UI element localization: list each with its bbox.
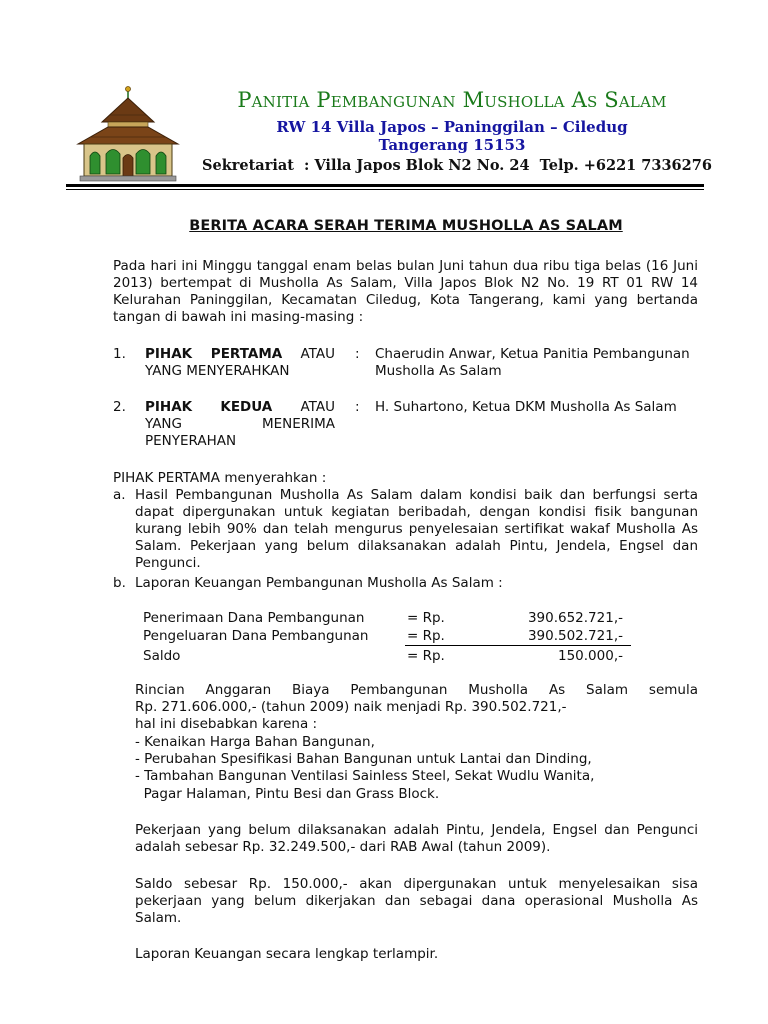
finance-eq: = Rp. <box>407 628 445 644</box>
item-b-marker: b. <box>113 575 126 591</box>
finance-value: 150.000,- <box>558 648 623 664</box>
finance-label: Pengeluaran Dana Pembangunan <box>143 628 369 644</box>
secretariat-contact: Sekretariat : Villa Japos Blok N2 No. 24 Telp. +6221 7336276 <box>202 157 712 174</box>
organization-address <box>202 118 702 154</box>
party-2-role-line2b: MENERIMA <box>261 416 335 432</box>
closing-note: Laporan Keuangan secara lengkap terlampir. <box>135 946 439 962</box>
document-title: BERITA ACARA SERAH TERIMA MUSHOLLA AS SALAM <box>189 218 623 234</box>
finance-label: Penerimaan Dana Pembangunan <box>143 610 365 626</box>
header-divider-thin <box>66 189 704 190</box>
party-1-colon: : <box>355 346 360 362</box>
finance-value: 390.502.721,- <box>527 628 623 644</box>
address-line-2: Tangerang 15153 <box>378 136 526 154</box>
party-1-name <box>375 346 705 380</box>
finance-sum-line <box>405 645 631 646</box>
finance-label: Saldo <box>143 648 181 664</box>
reason-item: - Kenaikan Harga Bahan Bangunan, <box>135 734 375 750</box>
party-1-name-line1: Chaerudin Anwar, Ketua Panitia Pembangunan <box>375 346 690 362</box>
finance-row-balance <box>143 648 633 666</box>
finance-value: 390.652.721,- <box>527 610 623 626</box>
party-2-role-bold: PIHAK <box>145 399 193 415</box>
budget-note-line3: hal ini disebabkan karena : <box>135 716 318 732</box>
party-1-name-line2: Musholla As Salam <box>375 363 502 379</box>
party-2-colon: : <box>355 399 360 415</box>
item-a-marker: a. <box>113 487 126 503</box>
pending-work-line1: Pekerjaan yang belum dilaksanakan adalah Pintu, Jendela, Engsel dan Pengunci <box>135 822 698 838</box>
header-divider-thick <box>66 184 704 187</box>
reason-item: Pagar Halaman, Pintu Besi dan Grass Block. <box>135 786 440 802</box>
finance-eq: = Rp. <box>407 648 445 664</box>
party-2-number: 2. <box>113 399 126 415</box>
balance-note: Saldo sebesar Rp. 150.000,- akan dipergunakan untuk menyelesaikan sisa pekerjaan yang belum dikerjakan dan sebagai dana operasional Musholla As Salam. <box>135 876 698 926</box>
party-2-role-rest: ATAU <box>300 399 335 415</box>
party-1-role-bold: PIHAK PERTAMA <box>145 346 283 362</box>
mosque-logo <box>66 84 186 184</box>
party-1-number: 1. <box>113 346 126 362</box>
party-2-role-line2a: YANG <box>145 416 182 432</box>
budget-note-line1: Rincian Anggaran Biaya Pembangunan Musholla As Salam semula <box>135 682 698 698</box>
party-1-role <box>145 346 335 380</box>
item-b-text: Laporan Keuangan Pembangunan Musholla As Salam : <box>135 575 503 591</box>
reason-item: - Perubahan Spesifikasi Bahan Bangunan untuk Lantai dan Dinding, <box>135 751 592 767</box>
party-2-role-bold-2: KEDUA <box>220 399 273 415</box>
pending-work-line2: adalah sebesar Rp. 32.249.500,- dari RAB Awal (tahun 2009). <box>135 839 551 855</box>
organization-name: Panitia Pembangunan Musholla As Salam <box>237 88 667 112</box>
party-2-name: H. Suhartono, Ketua DKM Musholla As Salam <box>375 399 677 415</box>
intro-paragraph: Pada hari ini Minggu tanggal enam belas bulan Juni tahun dua ribu tiga belas (16 Juni 2013) bertempat di Musholla As Salam, Villa Japos Blok N2 No. 19 RT 01 RW 14 Kelurahan Paninggilan, Kecamatan Ciledug, Kota Tangerang, kami yang bertanda tangan di bawah ini masing-masing : <box>113 258 698 325</box>
handover-heading-bold: PIHAK PERTAMA <box>113 470 221 486</box>
finance-row-expense <box>143 628 633 646</box>
handover-heading-rest: menyerahkan : <box>220 470 327 486</box>
reason-item: - Tambahan Bangunan Ventilasi Sainless Steel, Sekat Wudlu Wanita, <box>135 768 595 784</box>
handover-heading <box>113 470 326 487</box>
party-1-role-line2: YANG MENYERAHKAN <box>145 363 290 379</box>
party-2-role <box>145 399 335 450</box>
finance-row-income <box>143 610 633 628</box>
party-1-role-rest: ATAU <box>300 346 335 362</box>
address-line-1: RW 14 Villa Japos – Paninggilan – Ciledug <box>276 118 628 136</box>
party-2-role-line3: PENYERAHAN <box>145 433 237 449</box>
finance-eq: = Rp. <box>407 610 445 626</box>
budget-note-line2: Rp. 271.606.000,- (tahun 2009) naik menjadi Rp. 390.502.721,- <box>135 699 567 715</box>
item-a-text: Hasil Pembangunan Musholla As Salam dalam kondisi baik dan berfungsi serta dapat dipergunakan untuk kegiatan beribadah, dengan kondisi fisik bangunan kurang lebih 90% dan telah mengurus penyelesaian sertifikat wakaf Musholla As Salam. Pekerjaan yang belum dilaksanakan adalah Pintu, Jendela, Engsel dan Pengunci. <box>135 487 698 571</box>
